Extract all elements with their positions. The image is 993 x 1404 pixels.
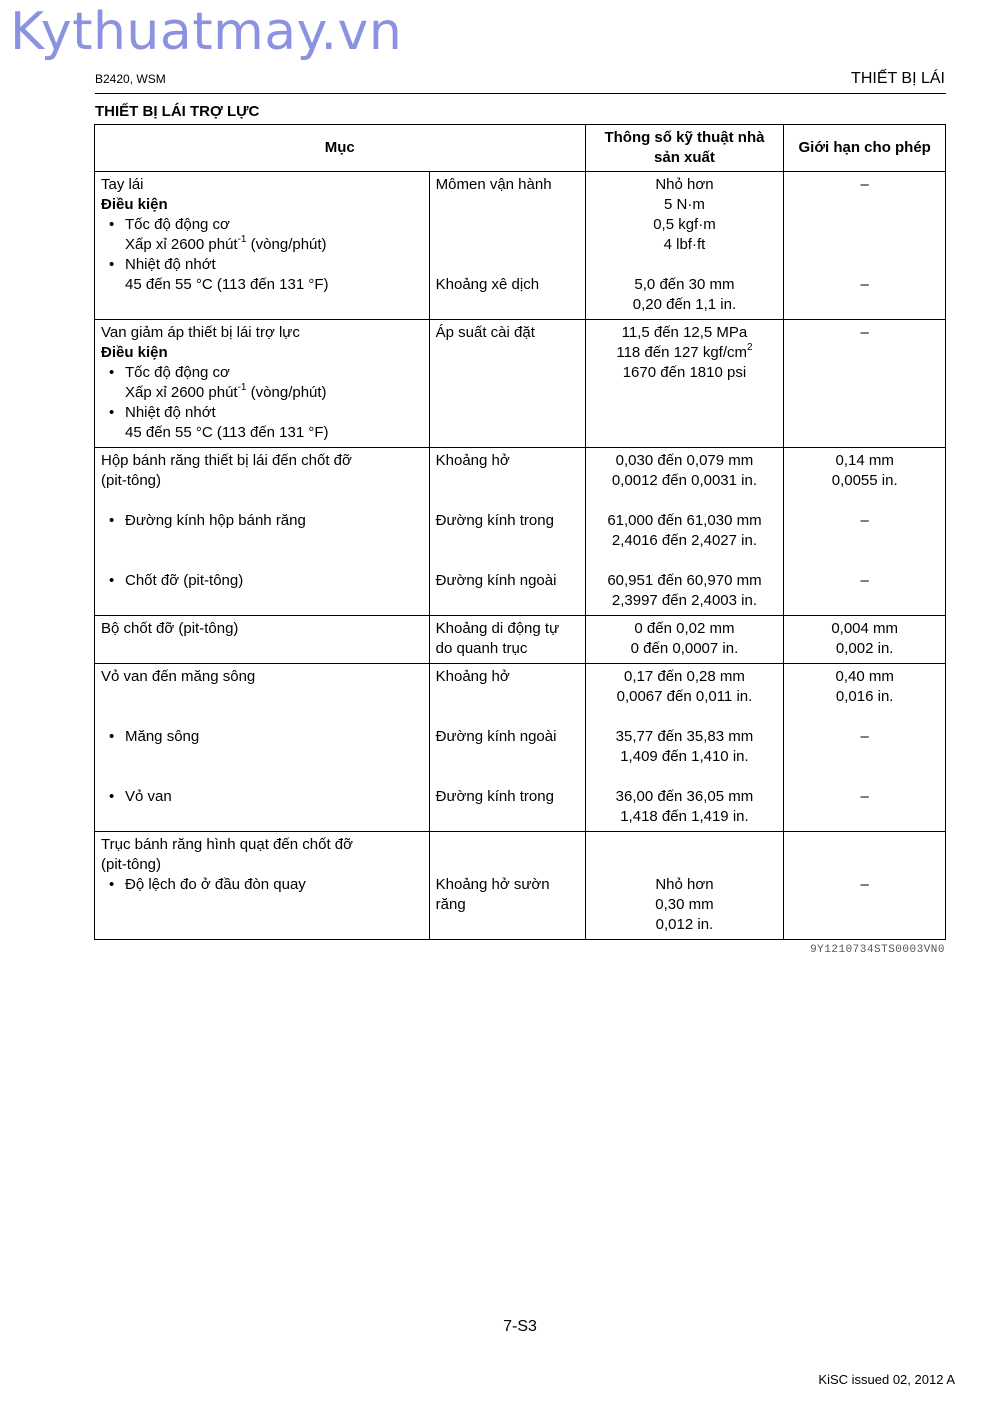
limit-value: 0,0055 in. [831, 472, 898, 489]
limit-cell [784, 448, 946, 616]
spec-value: 36,00 đến 36,05 mm [615, 788, 754, 805]
item-cell [95, 616, 430, 664]
chapter-title: THIẾT BỊ LÁI [851, 70, 945, 87]
spec-value: Nhỏ hơn [655, 876, 714, 893]
measure-label: Khoảng hở [435, 668, 510, 685]
spec-value: 0,012 in. [655, 916, 714, 933]
measure-label: Khoảng xê dịch [435, 276, 540, 293]
sub-item: • Măng sông [101, 727, 423, 747]
measure-cell [429, 664, 585, 832]
spec-value: 2,3997 đến 2,4003 in. [611, 592, 758, 609]
watermark-logo: Kythuatmay.vn [10, 2, 403, 62]
table-row [95, 448, 946, 616]
condition-value: Xấp xỉ 2600 phút$^{-1}$ (vòng/phút) [125, 234, 327, 253]
limit-value: – [860, 512, 869, 529]
measure-label: do quanh trục [435, 640, 528, 657]
spec-value: 0,030 đến 0,079 mm [615, 452, 754, 469]
spec-value: 0,30 mm [655, 896, 714, 913]
spec-cell [585, 320, 784, 448]
condition-bullet: • Nhiệt độ nhớt [101, 403, 423, 423]
limit-value: 0,14 mm [835, 452, 894, 469]
item-name: Tay lái [101, 176, 144, 193]
sub-item: • Chốt đỡ (pit-tông) [101, 571, 423, 591]
header-limit: Giới hạn cho phép [784, 125, 946, 172]
condition-bullet: • Nhiệt độ nhớt [101, 255, 423, 275]
item-name: Trục bánh răng hình quạt đến chốt đỡ [101, 836, 353, 853]
item-cell [95, 172, 430, 320]
table-header-row [95, 125, 946, 172]
condition-label: Điều kiện [101, 196, 168, 213]
table-row [95, 172, 946, 320]
spec-value: 0,20 đến 1,1 in. [632, 296, 737, 313]
limit-value: 0,40 mm [835, 668, 894, 685]
spec-cell [585, 664, 784, 832]
item-name: (pit-tông) [101, 472, 162, 489]
spec-value: 118 đến 127 kgf/$cm^2$ [616, 342, 753, 361]
condition-value: 45 đến 55 °C (113 đến 131 °F) [125, 424, 329, 441]
spec-value: 11,5 đến 12,5 MPa [621, 324, 748, 341]
item-name: Bộ chốt đỡ (pit-tông) [101, 620, 239, 637]
spec-value: 2,4016 đến 2,4027 in. [611, 532, 758, 549]
measure-label: răng [435, 896, 466, 913]
limit-value: – [860, 276, 869, 293]
condition-value: 45 đến 55 °C (113 đến 131 °F) [125, 276, 329, 293]
measure-label: Đường kính trong [435, 512, 554, 529]
document-model: B2420, WSM [95, 72, 166, 86]
limit-value: – [860, 788, 869, 805]
spec-value: 0 đến 0,0007 in. [630, 640, 739, 657]
measure-cell [429, 172, 585, 320]
limit-cell [784, 664, 946, 832]
measure-cell [429, 320, 585, 448]
header-divider [95, 93, 946, 94]
issue-note: KiSC issued 02, 2012 A [818, 1372, 955, 1387]
measure-label: Áp suất cài đặt [435, 324, 535, 341]
sub-item: • Độ lệch đo ở đầu đòn quay [101, 875, 423, 895]
section-title: THIẾT BỊ LÁI TRỢ LỰC [95, 103, 260, 120]
spec-value: 0,0012 đến 0,0031 in. [611, 472, 758, 489]
spec-value: 35,77 đến 35,83 mm [615, 728, 754, 745]
limit-cell [784, 616, 946, 664]
condition-bullet: • Tốc độ động cơ [101, 363, 423, 383]
limit-value: 0,016 in. [835, 688, 894, 705]
spec-value: 1,418 đến 1,419 in. [620, 808, 749, 825]
spec-value: 0,0067 đến 0,011 in. [616, 688, 753, 705]
header-item: Mục [95, 125, 586, 172]
header-spec: Thông số kỹ thuật nhà sản xuất [585, 125, 784, 172]
limit-value: 0,002 in. [835, 640, 894, 657]
item-cell [95, 448, 430, 616]
limit-value: – [860, 324, 869, 341]
document-code: 9Y1210734STS0003VN0 [810, 944, 945, 956]
limit-cell [784, 172, 946, 320]
limit-cell [784, 320, 946, 448]
limit-value: 0,004 mm [831, 620, 899, 637]
item-name: Van giảm áp thiết bị lái trợ lực [101, 324, 300, 341]
table-row [95, 664, 946, 832]
condition-label: Điều kiện [101, 344, 168, 361]
spec-value: 5 N·m [664, 196, 705, 213]
measure-label: Đường kính ngoài [435, 572, 557, 589]
limit-cell [784, 832, 946, 940]
item-name: Hộp bánh răng thiết bị lái đến chốt đỡ [101, 452, 352, 469]
limit-value: – [860, 176, 869, 193]
spec-value: 1670 đến 1810 psi [622, 364, 747, 381]
measure-label: Đường kính trong [435, 788, 554, 805]
table-row [95, 320, 946, 448]
spec-cell [585, 616, 784, 664]
limit-value: – [860, 876, 869, 893]
spec-value: Nhỏ hơn [655, 176, 714, 193]
spec-value: 0,17 đến 0,28 mm [623, 668, 745, 685]
measure-cell [429, 616, 585, 664]
measure-cell [429, 832, 585, 940]
spec-cell [585, 172, 784, 320]
table-row [95, 832, 946, 940]
item-cell [95, 664, 430, 832]
item-cell [95, 320, 430, 448]
sub-item: • Đường kính hộp bánh răng [101, 511, 423, 531]
limit-value: – [860, 572, 869, 589]
table-row [95, 616, 946, 664]
measure-label: Khoảng di động tự [435, 620, 560, 637]
spec-value: 0,5 kgf·m [653, 216, 716, 233]
spec-value: 5,0 đến 30 mm [634, 276, 735, 293]
item-name: (pit-tông) [101, 856, 162, 873]
spec-value: 0 đến 0,02 mm [634, 620, 735, 637]
measure-cell [429, 448, 585, 616]
condition-bullet: • Tốc độ động cơ [101, 215, 423, 235]
measure-label: Đường kính ngoài [435, 728, 557, 745]
item-cell [95, 832, 430, 940]
limit-value: – [860, 728, 869, 745]
spec-value: 60,951 đến 60,970 mm [607, 572, 762, 589]
condition-value: Xấp xỉ 2600 phút$^{-1}$ (vòng/phút) [125, 382, 327, 401]
spec-value: 1,409 đến 1,410 in. [620, 748, 749, 765]
specification-table [94, 124, 946, 940]
spec-cell [585, 448, 784, 616]
measure-label: Khoảng hở sườn [435, 876, 550, 893]
page-number: 7-S3 [503, 1318, 537, 1335]
sub-item: • Vỏ van [101, 787, 423, 807]
measure-label: Khoảng hở [435, 452, 510, 469]
item-name: Vỏ van đến măng sông [101, 668, 256, 685]
spec-value: 61,000 đến 61,030 mm [607, 512, 762, 529]
measure-label: Mômen vận hành [435, 176, 552, 193]
spec-cell [585, 832, 784, 940]
spec-value: 4 lbf·ft [663, 236, 706, 253]
